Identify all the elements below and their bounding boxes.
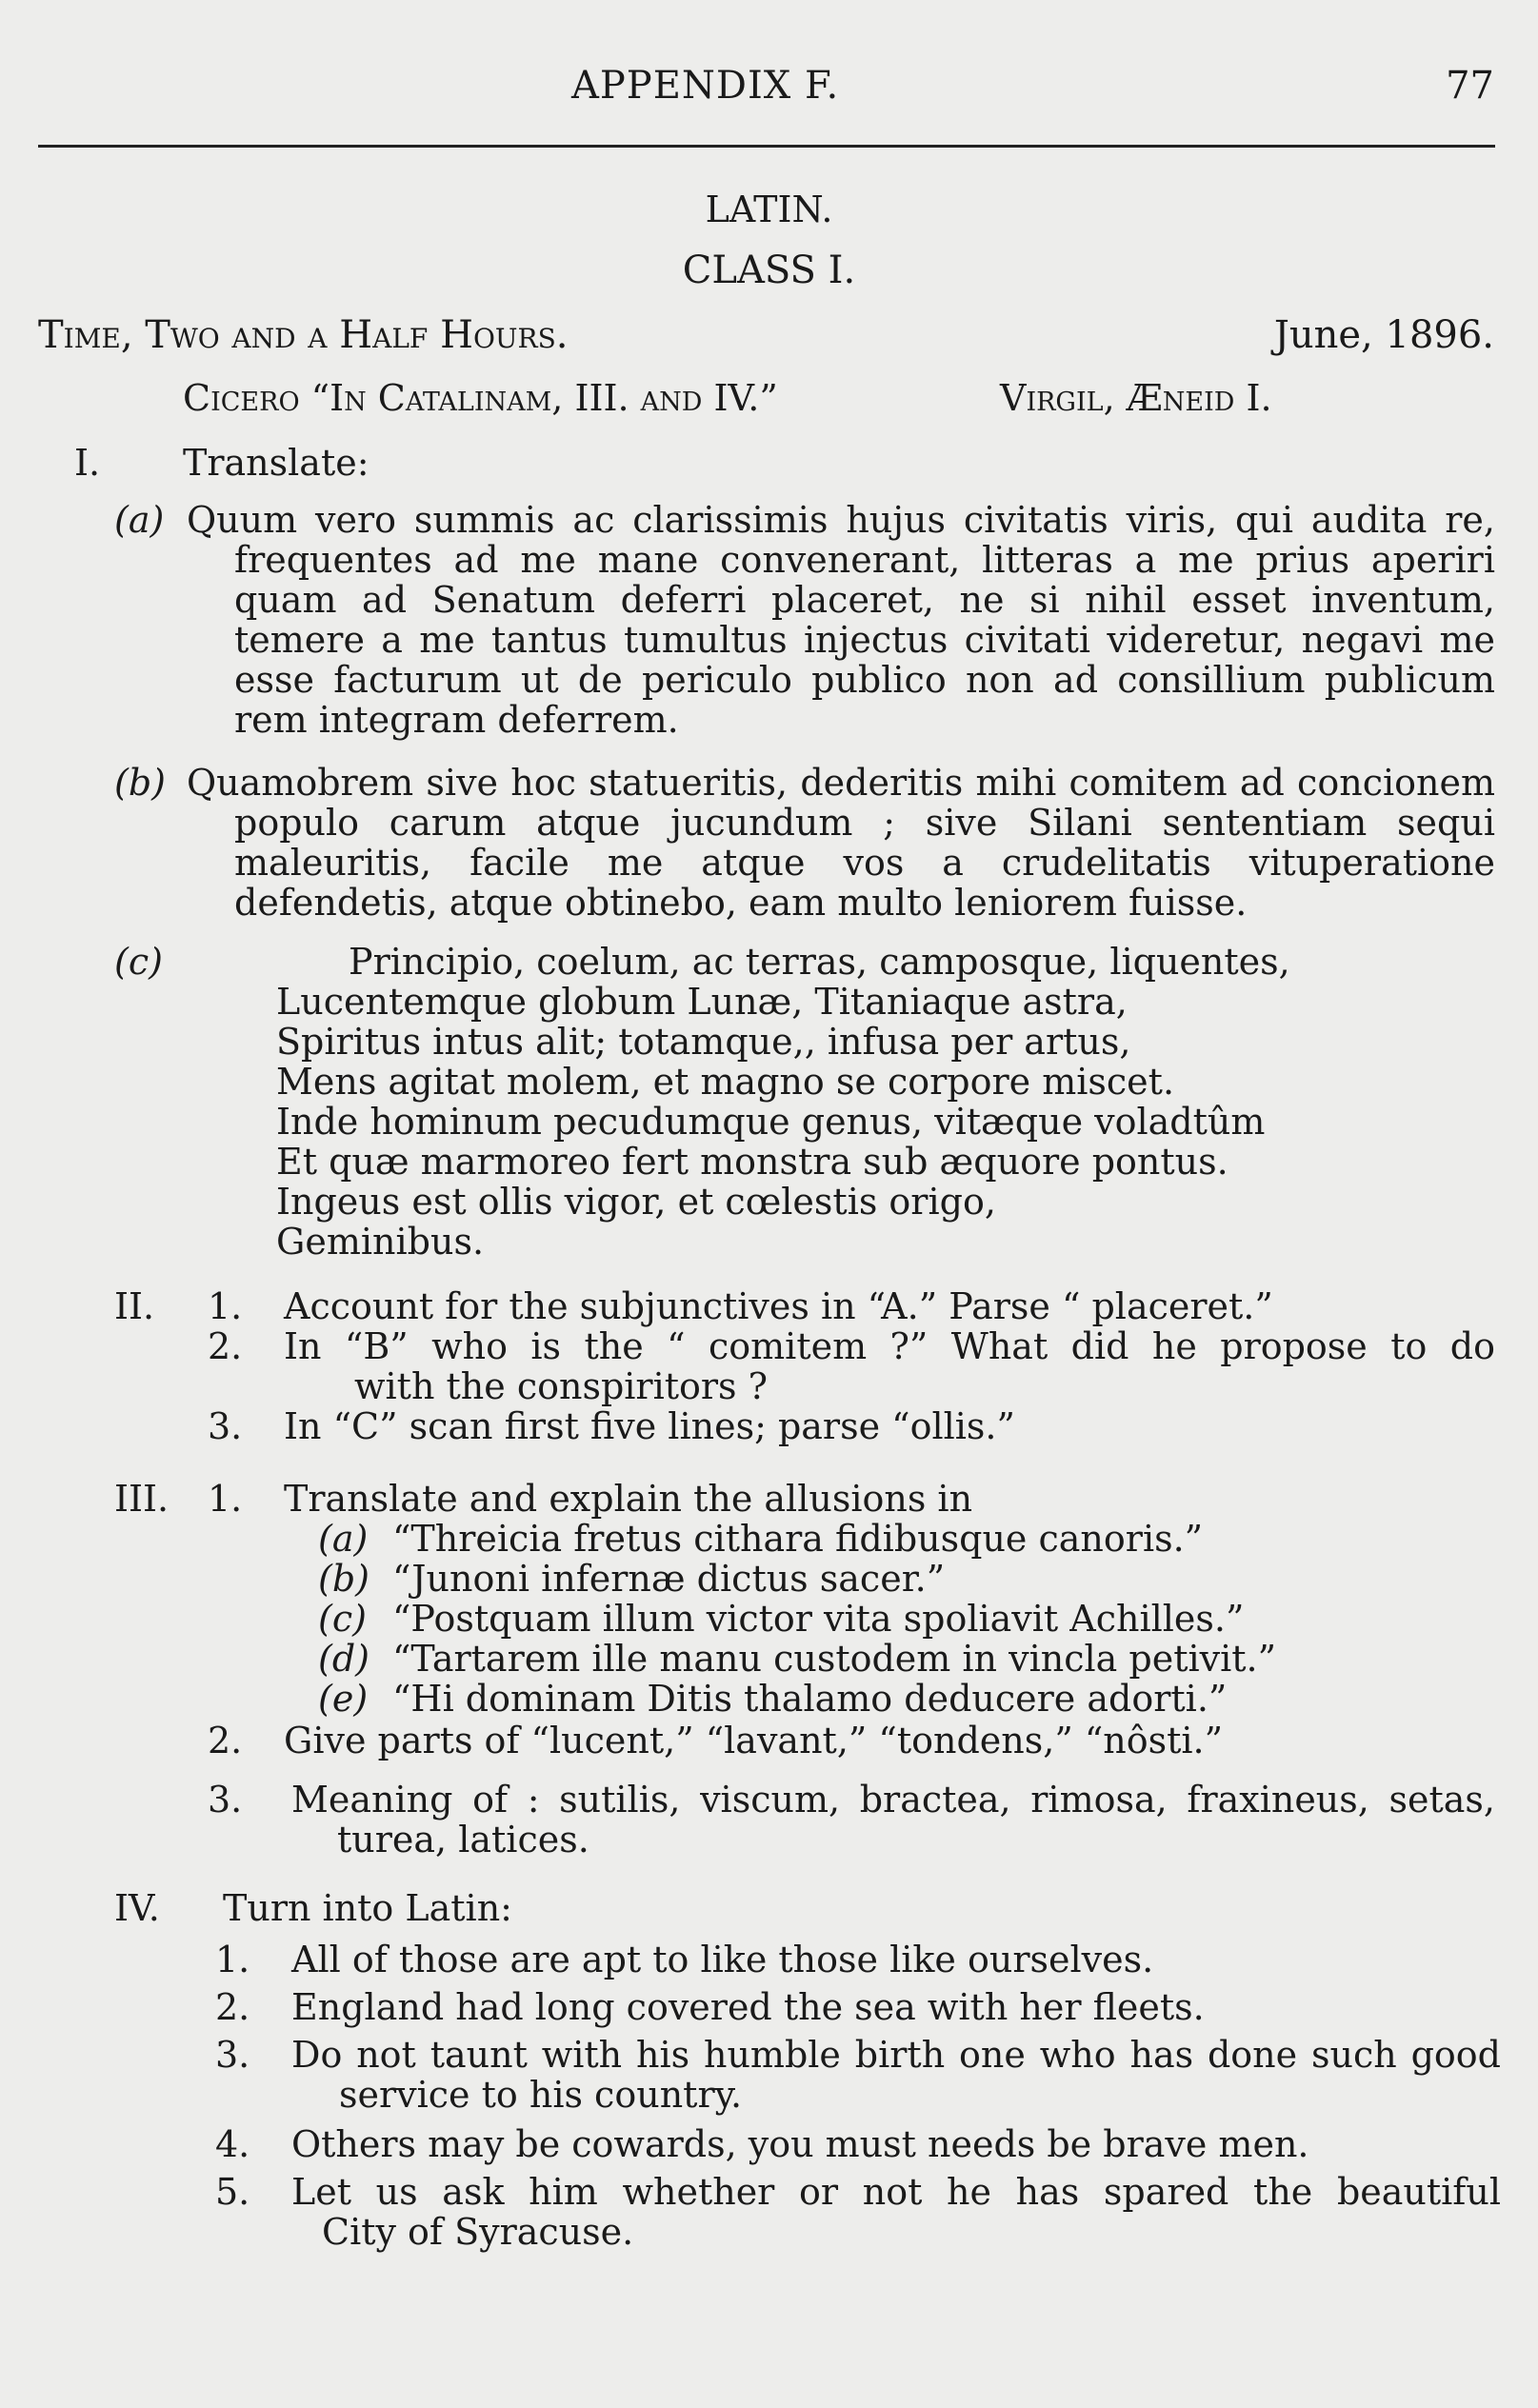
sub-question-text: “Threicia fretus cithara fidibusque canoris.” bbox=[392, 1518, 1204, 1560]
question-number: 2. bbox=[208, 1720, 243, 1761]
authors-virgil: Virgil, Æneid I. bbox=[1000, 377, 1272, 419]
passage-line: populo carum atque jucundum ; sive Silani sententiam sequi bbox=[234, 802, 1495, 844]
question-text: Give parts of “lucent,” “lavant,” “tondens,” “nôsti.” bbox=[284, 1720, 1224, 1761]
exercise-number: 4. bbox=[215, 2123, 250, 2165]
section-numeral: III. bbox=[114, 1478, 170, 1520]
sub-question-label: (c) bbox=[318, 1598, 367, 1640]
verse-line: Spiritus intus alit; totamque,, infusa per artus, bbox=[276, 1021, 1131, 1063]
exercise-text: service to his country. bbox=[339, 2074, 743, 2116]
exercise-text: All of those are apt to like those like ourselves. bbox=[291, 1939, 1154, 1980]
exercise-number: 5. bbox=[215, 2171, 250, 2213]
question-number: 3. bbox=[208, 1779, 243, 1821]
exercise-text: Let us ask him whether or not he has spared the beautiful bbox=[291, 2171, 1501, 2213]
exercise-number: 1. bbox=[215, 1939, 250, 1980]
passage-line: defendetis, atque obtinebo, eam multo leniorem fuisse. bbox=[234, 882, 1248, 924]
sub-question-text: “Tartarem ille manu custodem in vincla petivit.” bbox=[392, 1638, 1277, 1680]
sub-question-label: (e) bbox=[318, 1678, 369, 1720]
class-heading: CLASS I. bbox=[682, 249, 856, 292]
passage-line: rem integram deferrem. bbox=[234, 699, 679, 741]
passage-line: frequentes ad me mane convenerant, litteras a me prius aperiri bbox=[234, 539, 1495, 581]
section-numeral: I. bbox=[74, 442, 101, 484]
sub-question-label: (a) bbox=[318, 1518, 369, 1560]
verse-line: Principio, coelum, ac terras, camposque, liquentes, bbox=[349, 941, 1290, 983]
question-number: 1. bbox=[208, 1478, 243, 1520]
question-number: 3. bbox=[208, 1405, 243, 1447]
passage-line: Quum vero summis ac clarissimis hujus civitatis viris, qui audita re, bbox=[187, 499, 1495, 541]
passage-label: (c) bbox=[114, 941, 163, 983]
exercise-text: England had long covered the sea with her fleets. bbox=[291, 1986, 1205, 2028]
exam-date: June, 1896. bbox=[1273, 313, 1494, 357]
question-text: In “B” who is the “ comitem ?” What did he propose to do bbox=[284, 1325, 1495, 1367]
verse-line: Ingeus est ollis vigor, et cœlestis origo, bbox=[276, 1181, 996, 1223]
verse-line: Geminibus. bbox=[276, 1221, 485, 1263]
authors-cicero: Cicero “In Catalinam, III. and IV.” bbox=[183, 377, 778, 419]
sub-question-text: “Postquam illum victor vita spoliavit Achilles.” bbox=[392, 1598, 1245, 1640]
passage-line: esse facturum ut de periculo publico non ad consillium publicum bbox=[234, 659, 1495, 701]
question-text: Meaning of : sutilis, viscum, bractea, rimosa, fraxineus, setas, bbox=[291, 1779, 1495, 1821]
sub-question-text: “Hi dominam Ditis thalamo deducere adorti.” bbox=[392, 1678, 1228, 1720]
question-text: Translate and explain the allusions in bbox=[284, 1478, 973, 1520]
question-number: 1. bbox=[208, 1285, 243, 1327]
exercise-text: City of Syracuse. bbox=[322, 2211, 634, 2253]
passage-line: quam ad Senatum deferri placeret, ne si nihil esset inventum, bbox=[234, 579, 1495, 621]
passage-line: maleuritis, facile me atque vos a crudelitatis vituperatione bbox=[234, 842, 1495, 884]
verse-line: Mens agitat molem, et magno se corpore miscet. bbox=[276, 1061, 1175, 1103]
sub-question-label: (d) bbox=[318, 1638, 370, 1680]
section-numeral: IV. bbox=[114, 1887, 160, 1929]
exercise-number: 3. bbox=[215, 2034, 250, 2076]
exercise-text: Others may be cowards, you must needs be brave men. bbox=[291, 2123, 1309, 2165]
question-text: In “C” scan first five lines; parse “ollis.” bbox=[284, 1405, 1015, 1447]
sub-question-text: “Junoni infernæ dictus sacer.” bbox=[392, 1558, 946, 1600]
page-number: 77 bbox=[1446, 64, 1494, 108]
running-title: APPENDIX F. bbox=[571, 64, 840, 108]
verse-line: Lucentemque globum Lunæ, Titaniaque astra, bbox=[276, 981, 1128, 1023]
question-number: 2. bbox=[208, 1325, 243, 1367]
sub-question-label: (b) bbox=[318, 1558, 370, 1600]
exercise-text: Do not taunt with his humble birth one who has done such good bbox=[291, 2034, 1501, 2076]
header-rule bbox=[38, 145, 1495, 148]
subject-heading: LATIN. bbox=[705, 189, 833, 230]
question-text: with the conspiritors ? bbox=[354, 1365, 769, 1407]
section-heading: Translate: bbox=[183, 442, 370, 484]
question-text: Account for the subjunctives in “A.” Parse “ placeret.” bbox=[284, 1285, 1273, 1327]
question-text: turea, latices. bbox=[337, 1819, 589, 1861]
verse-line: Et quæ marmoreo fert monstra sub æquore pontus. bbox=[276, 1141, 1228, 1183]
passage-label: (a) bbox=[114, 499, 165, 541]
section-numeral: II. bbox=[114, 1285, 155, 1327]
section-heading: Turn into Latin: bbox=[223, 1887, 512, 1929]
verse-line: Inde hominum pecudumque genus, vitæque voladtûm bbox=[276, 1101, 1266, 1143]
passage-line: Quamobrem sive hoc statueritis, dederitis mihi comitem ad concionem bbox=[187, 762, 1495, 804]
time-allowed: Time, Two and a Half Hours. bbox=[38, 313, 569, 357]
passage-label: (b) bbox=[114, 762, 166, 804]
exercise-number: 2. bbox=[215, 1986, 250, 2028]
passage-line: temere a me tantus tumultus injectus civitati videretur, negavi me bbox=[234, 619, 1495, 661]
